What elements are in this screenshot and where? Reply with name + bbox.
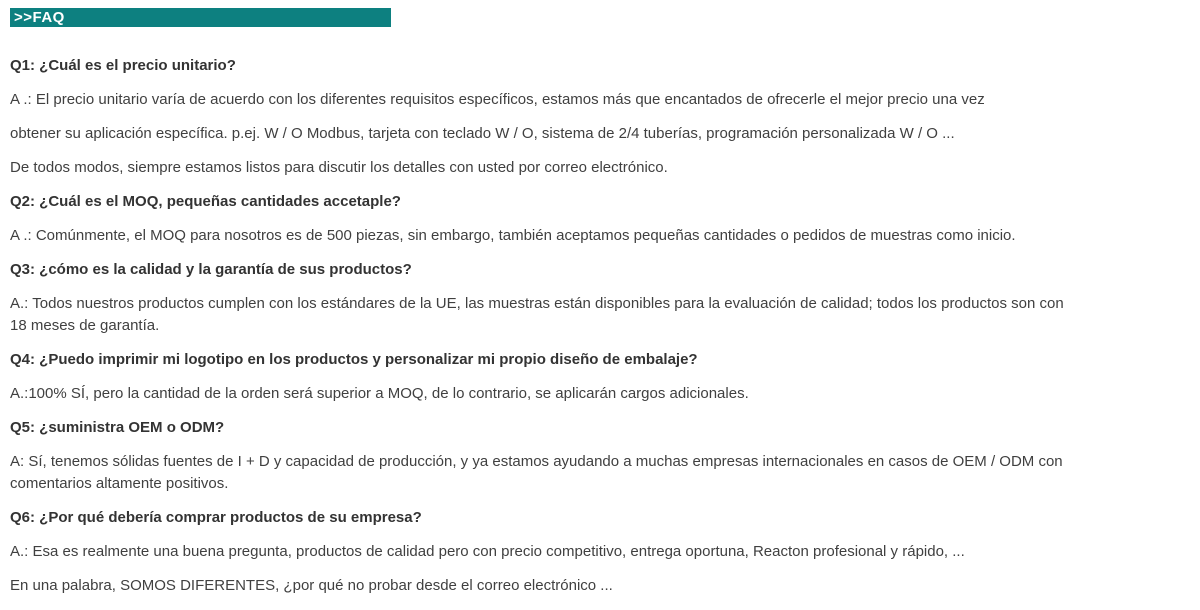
faq-question-2: Q2: ¿Cuál es el MOQ, pequeñas cantidades accetaple?: [10, 193, 401, 210]
answer-line: A.: Todos nuestros productos cumplen con los estándares de la UE, las muestras están disponibles para la evaluación de calidad; todos los productos son con: [10, 295, 1064, 312]
faq-answer-1-paragraph-3: [10, 157, 1190, 179]
answer-line: comentarios altamente positivos.: [10, 475, 229, 492]
answer-line: De todos modos, siempre estamos listos para discutir los detalles con usted por correo electrónico.: [10, 159, 668, 176]
faq-answer-3-paragraph-1: [10, 293, 1190, 337]
faq-question-1: Q1: ¿Cuál es el precio unitario?: [10, 57, 236, 74]
faq-answer-6-paragraph-2: [10, 575, 1190, 597]
answer-line: A .: El precio unitario varía de acuerdo con los diferentes requisitos específicos, estamos más que encantados de ofrecerle el mejor precio una vez: [10, 91, 985, 108]
faq-question-3: Q3: ¿cómo es la calidad y la garantía de sus productos?: [10, 261, 412, 278]
answer-line: A: Sí, tenemos sólidas fuentes de I + D y capacidad de producción, y ya estamos ayudando a muchas empresas internacionales en casos de OEM / ODM con: [10, 453, 1063, 470]
faq-question-5: Q5: ¿suministra OEM o ODM?: [10, 419, 225, 436]
answer-line: A.: Esa es realmente una buena pregunta, productos de calidad pero con precio competitivo, entrega oportuna, Reacton profesional y rápido, ...: [10, 543, 965, 560]
answer-line: A .: Comúnmente, el MOQ para nosotros es de 500 piezas, sin embargo, también aceptamos pequeñas cantidades o pedidos de muestras como inicio.: [10, 227, 1016, 244]
answer-line: A.:100% SÍ, pero la cantidad de la orden será superior a MOQ, de lo contrario, se aplicarán cargos adicionales.: [10, 385, 749, 402]
faq-answer-1-paragraph-1: [10, 89, 1190, 111]
faq-answer-1-paragraph-2: [10, 123, 1190, 145]
faq-answer-5-paragraph-1: [10, 451, 1190, 495]
answer-line: En una palabra, SOMOS DIFERENTES, ¿por qué no probar desde el correo electrónico ...: [10, 577, 613, 594]
faq-section-title: >>FAQ: [14, 9, 65, 26]
answer-line: obtener su aplicación específica. p.ej. W / O Modbus, tarjeta con teclado W / O, sistema de 2/4 tuberías, programación personalizada W / O ...: [10, 125, 955, 142]
faq-answer-4-paragraph-1: [10, 383, 1190, 405]
faq-section-header-bar: [10, 8, 391, 27]
faq-answer-2-paragraph-1: [10, 225, 1190, 247]
answer-line: 18 meses de garantía.: [10, 317, 160, 334]
faq-question-4: Q4: ¿Puedo imprimir mi logotipo en los productos y personalizar mi propio diseño de embalaje?: [10, 351, 698, 368]
faq-body: [0, 55, 1200, 597]
faq-answer-6-paragraph-1: [10, 541, 1190, 563]
faq-question-6: Q6: ¿Por qué debería comprar productos de su empresa?: [10, 509, 422, 526]
